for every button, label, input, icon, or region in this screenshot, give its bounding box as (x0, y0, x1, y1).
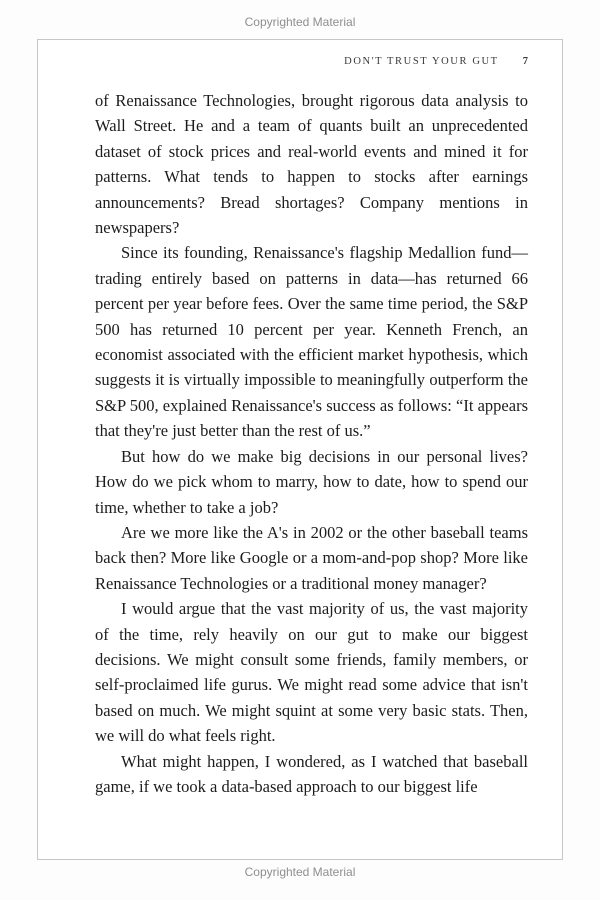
page-header (95, 56, 528, 67)
paragraph: of Renaissance Technologies, brought rigorous data analysis to Wall Street. He and a team of quants built an unprecedented dataset of stock prices and real-world events and mined it for patterns. What tends to happen to stocks after earnings announcements? Bread shortages? Company mentions in newspapers? (95, 91, 528, 238)
paragraph: But how do we make big decisions in our personal lives? How do we pick whom to marry, how to date, how to spend our time, whether to take a job? (95, 446, 528, 517)
paragraph: I would argue that the vast majority of us, the vast majority of the time, rely heavily on our gut to make our biggest decisions. We might consult some friends, family members, or self-proclaimed life gurus. We might read some advice that isn't based on much. We might squint at some very basic stats. Then, we will do what feels right. (95, 599, 528, 746)
copyright-watermark-top: Copyrighted Material (244, 15, 356, 29)
paragraph: Since its founding, Renaissance's flagship Medallion fund—trading entirely based on patterns in data—has returned 66 percent per year before fees. Over the same time period, the S&P 500 has returned 10 percent per year. Kenneth French, an economist associated with the efficient market hypothesis, which suggests it is virtually impossible to meaningfully outperform the S&P 500, explained Renaissance's success as follows: “It appears that they're just better than the rest of us.” (95, 243, 528, 441)
paragraph: Are we more like the A's in 2002 or the other baseball teams back then? More like Google or a mom-and-pop shop? More like Renaissance Technologies or a traditional money manager? (95, 522, 528, 593)
body-text (95, 88, 528, 799)
page-number: 7 (522, 56, 528, 67)
running-title: DON'T TRUST YOUR GUT (344, 56, 499, 67)
paragraph: What might happen, I wondered, as I watched that baseball game, if we took a data-based approach to our biggest life (95, 751, 528, 796)
copyright-watermark-bottom: Copyrighted Material (244, 865, 356, 879)
book-page (37, 39, 563, 860)
